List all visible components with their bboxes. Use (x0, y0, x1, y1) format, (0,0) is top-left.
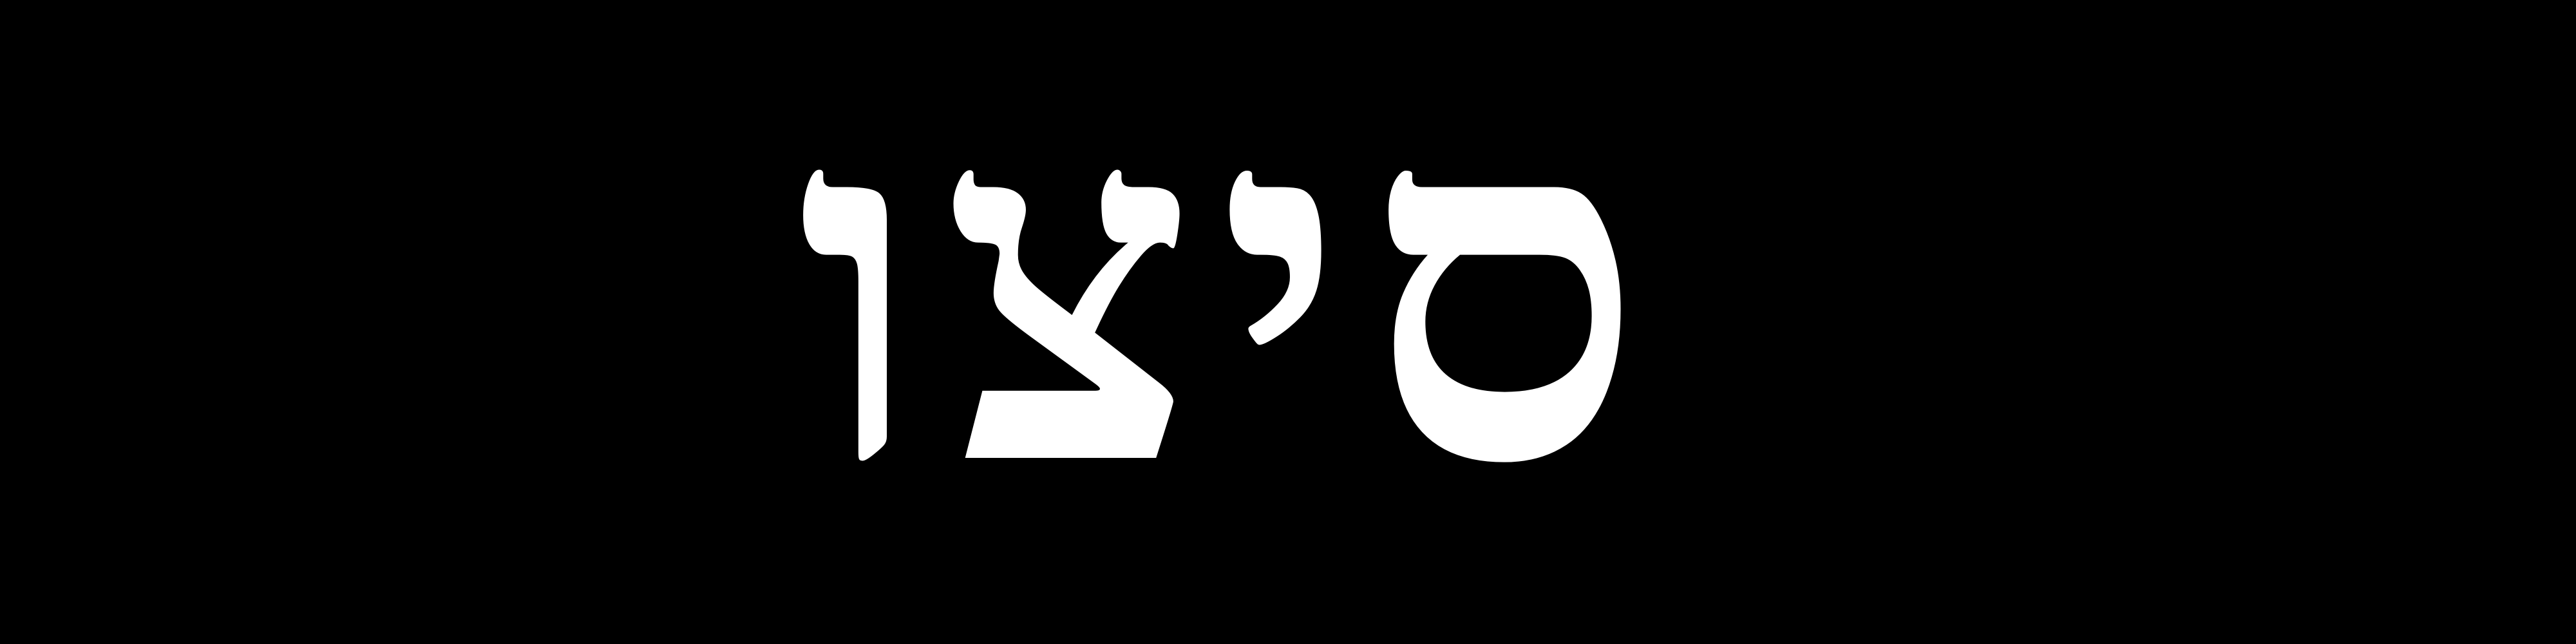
hebrew-word: סיצו (797, 0, 1663, 574)
